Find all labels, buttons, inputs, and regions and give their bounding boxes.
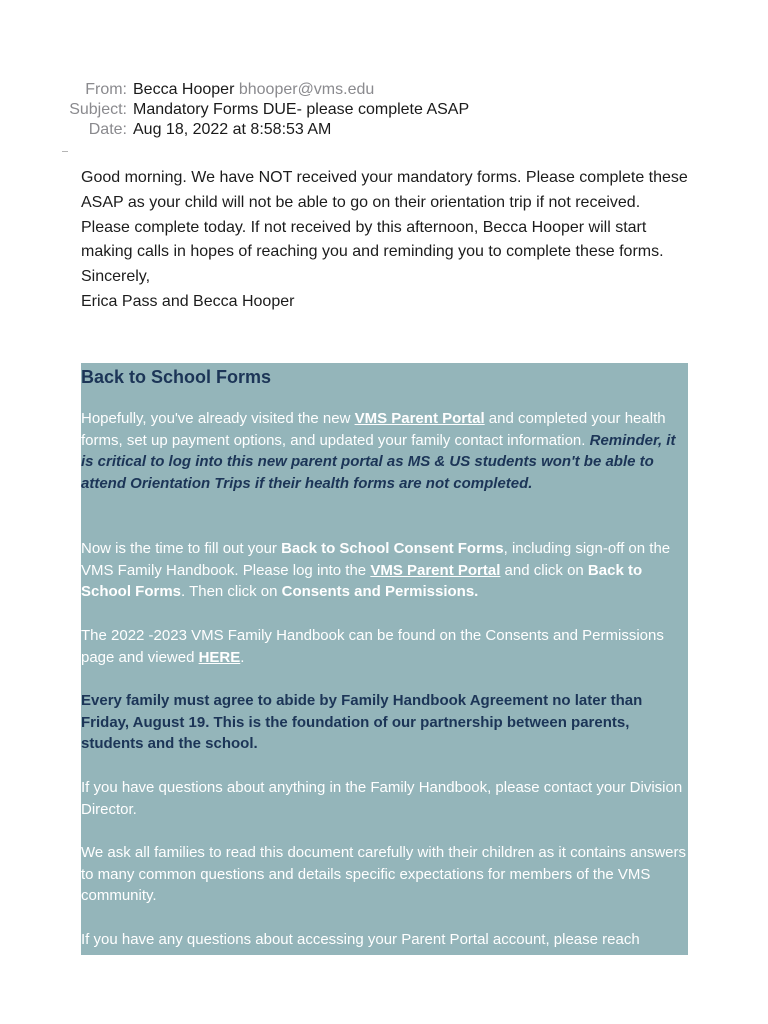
reminder-text: Reminder, it is critical to log into this new parent portal as MS & US students won't be able to attend Orientation Trips if their health forms are not completed.: [81, 431, 676, 493]
date-text: Aug 18, 2022 at 8:58:53 AM: [133, 121, 332, 138]
consent-forms-text: Back to School Consent Forms: [281, 540, 504, 557]
consents-permissions-text: Consents and Permissions.: [281, 583, 479, 601]
sender-email[interactable]: bhooper@vms.edu: [238, 81, 375, 98]
subject-text: Mandatory Forms DUE- please complete ASAP: [133, 101, 470, 118]
consent-paragraph: Now is the time to fill out your Back to School Consent Forms, including sign-off on the VMS Family Handbook. Please log into the VMS Parent Portal and click on Back to School Forms. Then click on Consents and Permissions.: [81, 540, 671, 601]
message-paragraph: Good morning. We have NOT received your mandatory forms. Please complete these ASAP as your child will not be able to go on their orientation trip if not received. Please complete today. If not received by this afternoon, Becca Hooper will start making calls in hopes of reaching you and reminding you to complete these forms.: [81, 169, 688, 261]
panel-heading: Back to School Forms: [81, 367, 272, 387]
date-label: Date:: [88, 121, 127, 138]
from-row: [0, 80, 768, 100]
back-to-school-forms-text: Back to School Forms: [81, 561, 643, 601]
agreement-paragraph: Every family must agree to abide by Family Handbook Agreement no later than Friday, August 19. This is the foundation of our partnership between parents, students and the school.: [81, 692, 643, 753]
date-row: [0, 120, 768, 140]
message-body: [81, 166, 691, 315]
sender-name: Becca Hooper: [133, 81, 235, 98]
message-signature: Erica Pass and Becca Hooper: [81, 292, 295, 310]
handbook-paragraph: The 2022 -2023 VMS Family Handbook can be found on the Consents and Permissions page and viewed HERE.: [81, 627, 664, 666]
handbook-here-link[interactable]: HERE: [198, 648, 241, 666]
header-divider: [62, 151, 68, 152]
portal-questions-paragraph: If you have any questions about accessing your Parent Portal account, please reach: [81, 931, 640, 948]
questions-paragraph: If you have questions about anything in the Family Handbook, please contact your Division Director.: [81, 779, 683, 818]
from-label: From:: [85, 81, 127, 98]
message-closing: Sincerely,: [81, 268, 151, 286]
email-header: [0, 80, 768, 140]
subject-label: Subject:: [69, 101, 127, 118]
subject-row: [0, 100, 768, 120]
parent-portal-link-2[interactable]: VMS Parent Portal: [370, 561, 501, 579]
back-to-school-forms-panel: [81, 363, 688, 955]
portal-paragraph: Hopefully, you've already visited the new VMS Parent Portal and completed your health forms, set up payment options, and updated your family contact information. Reminder, it is critical to log into this new parent portal as MS & US students won't be able to attend Orientation Trips if their health forms are not completed.: [81, 410, 676, 493]
read-carefully-paragraph: We ask all families to read this document carefully with their children as it contains answers to many common questions and details specific expectations for members of the VMS community.: [81, 844, 686, 905]
parent-portal-link[interactable]: VMS Parent Portal: [354, 410, 485, 427]
